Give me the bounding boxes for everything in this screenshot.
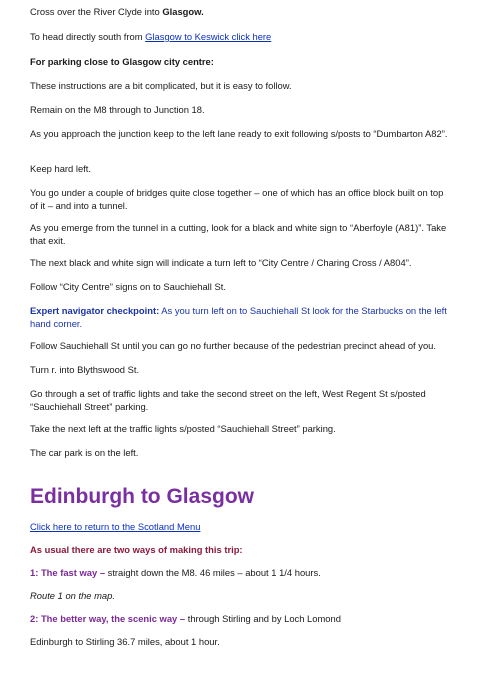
expert-label: Expert navigator checkpoint: <box>30 305 160 316</box>
better-way-rest: through Stirling and by Loch Lomond <box>185 613 341 624</box>
car-park-text: The car park is on the left. <box>30 447 139 458</box>
turn-r-text: Turn r. into Blythswood St. <box>30 364 140 375</box>
two-ways-text: As usual there are two ways of making this trip: <box>30 544 243 555</box>
approach-junction-text: As you approach the junction keep to the left lane ready to exit following s/posts to “Dumbarton A82”. <box>30 128 448 139</box>
fast-way-rest: straight down the M8. 46 miles – about 1 1/4 hours. <box>105 567 321 578</box>
complicated-text: These instructions are a bit complicated, but it is easy to follow. <box>30 80 292 91</box>
glasgow-keswick-link[interactable]: Glasgow to Keswick click here <box>145 31 272 42</box>
remain-m8-text: Remain on the M8 through to Junction 18. <box>30 104 205 115</box>
parking-heading: For parking close to Glasgow city centre: <box>30 56 214 67</box>
scotland-menu-link[interactable]: Click here to return to the Scotland Menu <box>30 521 201 532</box>
emerge-text: As you emerge from the tunnel in a cutting, look for a black and white sign to “Aberfoyle (A81)”. Take that exit. <box>30 222 447 246</box>
edinburgh-stirling-text: Edinburgh to Stirling 36.7 miles, about 1 hour. <box>30 636 220 647</box>
route1-text: Route 1 on the map. <box>30 590 115 601</box>
expert-rest: As you turn left on to Sauchiehall St look for the Starbucks on the left hand corner. <box>30 305 447 329</box>
next-left-text: Take the next left at the traffic lights s/posted “Sauchiehall Street” parking. <box>30 423 336 434</box>
cross-river-pre: Cross over the River Clyde into <box>30 6 163 17</box>
keep-left-text: Keep hard left. <box>30 163 91 174</box>
section-title: Edinburgh to Glasgow <box>30 485 254 508</box>
glasgow-bold: Glasgow. <box>162 6 204 17</box>
head-south-pre: To head directly south from <box>30 31 146 42</box>
head-south-text <box>30 31 450 44</box>
expert-checkpoint-text <box>30 305 450 330</box>
follow-city-text: Follow “City Centre” signs on to Sauchiehall St. <box>30 281 226 292</box>
traffic-lights-text: Go through a set of traffic lights and take the second street on the left, West Regent St s/posted “Sauchiehall Street” parking. <box>30 388 426 412</box>
bridges-text: You go under a couple of bridges quite close together – one of which has an office block built on top of it – and into a tunnel. <box>30 187 444 211</box>
next-sign-text: The next black and white sign will indicate a turn left to “City Centre / Charing Cross / A804”. <box>30 257 412 268</box>
scotland-menu-para <box>30 521 450 534</box>
cross-river-text <box>30 6 450 19</box>
better-way-label: 2: The better way, the scenic way – <box>30 613 186 624</box>
fast-way-label: 1: The fast way – <box>30 567 106 578</box>
better-way-text <box>30 613 450 626</box>
fast-way-text <box>30 567 450 580</box>
follow-sauchiehall-text: Follow Sauchiehall St until you can go no further because of the pedestrian precinct ahead of you. <box>30 340 436 351</box>
